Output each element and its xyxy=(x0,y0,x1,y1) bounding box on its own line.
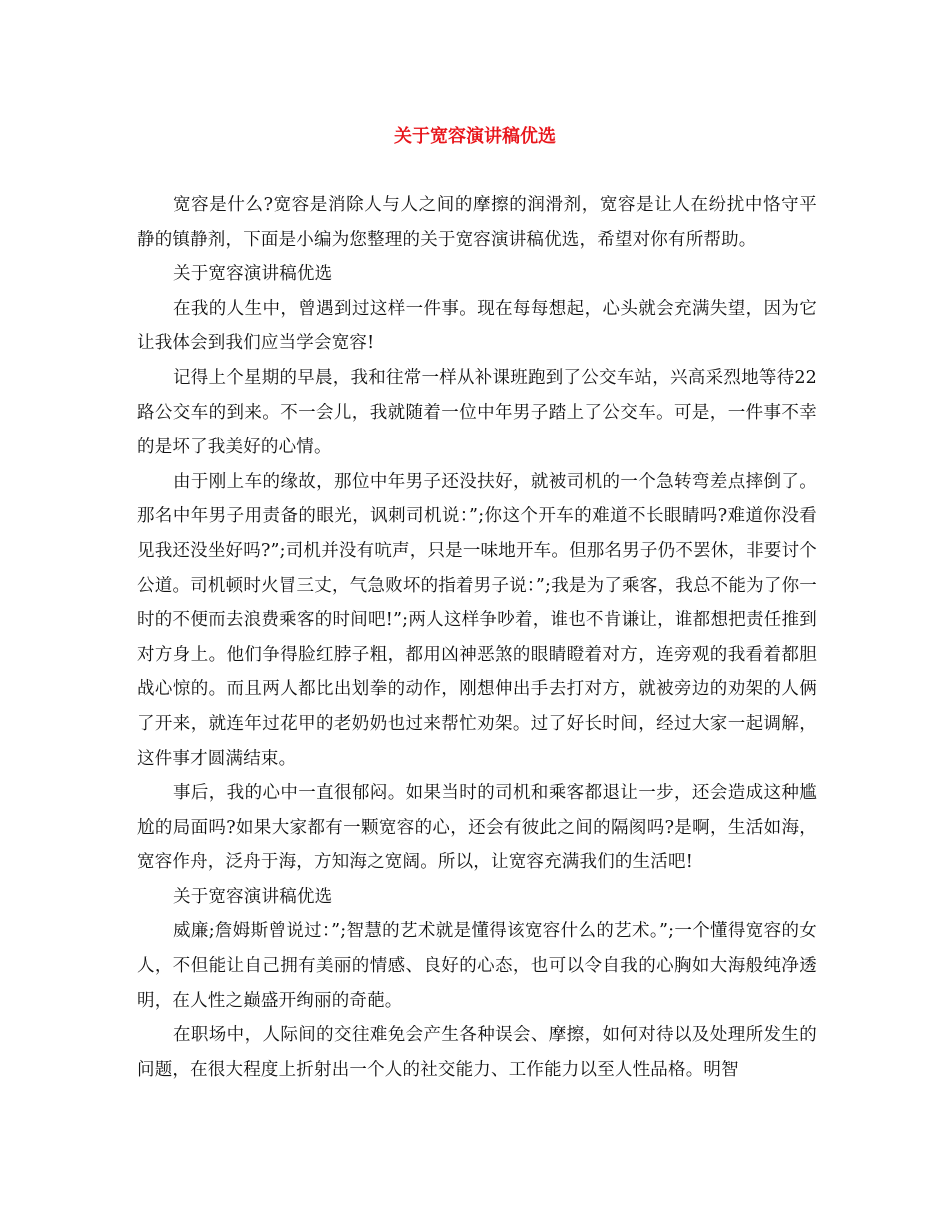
paragraph: 威廉;詹姆斯曾说过：”;智慧的艺术就是懂得该宽容什么的艺术。”;一个懂得宽容的女人，不但能让自己拥有美丽的情感、良好的心态，也可以令自我的心胸如大海般纯净透明，在人性之巅盛开绚丽的奇葩。 xyxy=(137,921,817,1011)
paragraph: 在职场中，人际间的交往难免会产生各种误会、摩擦，如何对待以及处理所发生的问题，在很大程度上折射出一个人的社交能力、工作能力以至人性品格。明智 xyxy=(137,1025,817,1080)
paragraph: 由于刚上车的缘故，那位中年男子还没扶好，就被司机的一个急转弯差点摔倒了。那名中年男子用责备的眼光，讽刺司机说：”;你这个开车的难道不长眼睛吗?难道你没看见我还没坐好吗?”;司机并没有吭声，只是一味地开车。但那名男子仍不罢休，非要讨个公道。司机顿时火冒三丈，气急败坏的指着男子说：”;我是为了乘客，我总不能为了你一时的不便而去浪费乘客的时间吧!”;两人这样争吵着，谁也不肯谦让，谁都想把责任推到对方身上。他们争得脸红脖子粗，都用凶神恶煞的眼睛瞪着对方，连旁观的我看着都胆战心惊的。而且两人都比出划拳的动作，刚想伸出手去打对方，就被旁边的劝架的人俩了开来，就连年过花甲的老奶奶也过来帮忙劝架。过了好长时间，经过大家一起调解，这件事才圆满结束。 xyxy=(137,471,817,769)
document-title: 关于宽容演讲稿优选 xyxy=(394,126,556,147)
section-heading-1: 关于宽容演讲稿优选 xyxy=(173,264,333,285)
paragraph: 记得上个星期的早晨，我和往常一样从补课班跑到了公交车站，兴高采烈地等待22路公交车的到来。不一会儿，我就随着一位中年男子踏上了公交车。可是，一件事不幸的是坏了我美好的心情。 xyxy=(137,367,817,458)
document-body xyxy=(137,188,817,1087)
paragraph-intro: 宽容是什么?宽容是消除人与人之间的摩擦的润滑剂，宽容是让人在纷扰中恪守平静的镇静剂，下面是小编为您整理的关于宽容演讲稿优选，希望对你有所帮助。 xyxy=(137,195,817,250)
section-heading-2: 关于宽容演讲稿优选 xyxy=(173,886,333,907)
paragraph: 在我的人生中，曾遇到过这样一件事。现在每每想起，心头就会充满失望，因为它让我体会到我们应当学会宽容! xyxy=(137,298,817,354)
paragraph: 事后，我的心中一直很郁闷。如果当时的司机和乘客都退让一步，还会造成这种尴尬的局面吗?如果大家都有一颗宽容的心，还会有彼此之间的隔阂吗?是啊，生活如海，宽容作舟，泛舟于海，方知海之宽阔。所以，让宽容充满我们的生活吧! xyxy=(137,783,817,873)
